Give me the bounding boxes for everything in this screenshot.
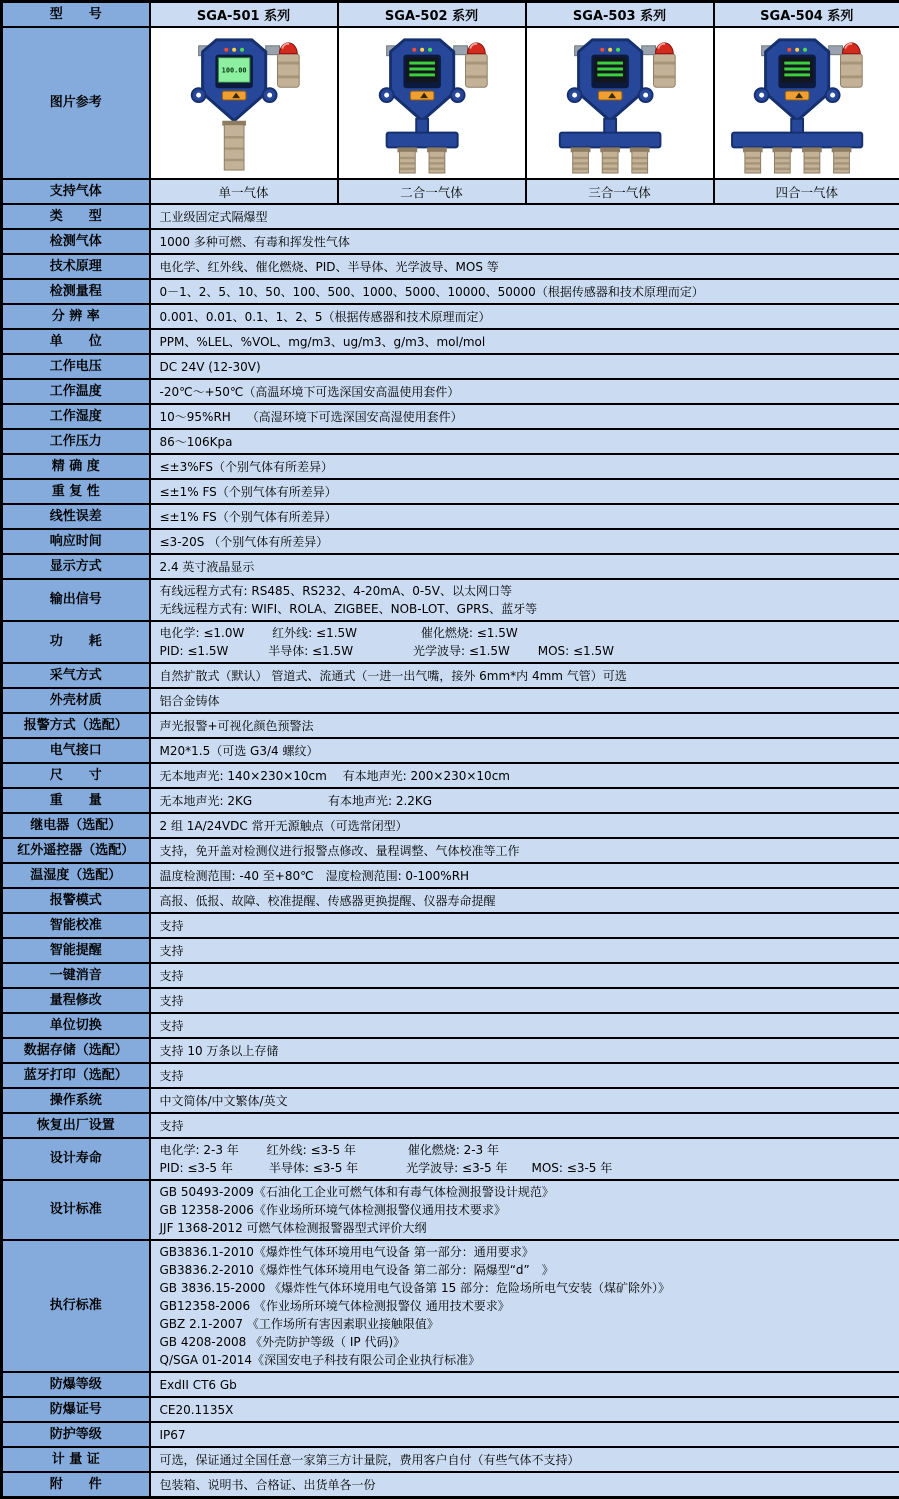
row-label-display: 显示方式 — [2, 554, 150, 579]
row-label-explosion-class: 防爆等级 — [2, 1372, 150, 1397]
row-label-ip-rating: 防护等级 — [2, 1422, 150, 1447]
row-label-work-temperature: 工作温度 — [2, 379, 150, 404]
row-label-ir-remote: 红外遥控器（选配） — [2, 838, 150, 863]
spec-table-body — [2, 2, 899, 1498]
row-value-resolution-line-1: 0.001、0.01、0.1、1、2、5（根据传感器和技术原理而定） — [160, 308, 891, 326]
row-label-alarm-type: 报警方式（选配） — [2, 713, 150, 738]
row-range-modify — [2, 988, 899, 1013]
row-temp-humidity — [2, 863, 899, 888]
row-value-housing-line-1: 铝合金铸体 — [160, 692, 891, 710]
row-value-weight-line-1: 无本地声光: 2KG 有本地声光: 2.2KG — [160, 792, 891, 810]
row-value-electrical-port — [150, 738, 899, 763]
model-header-2: SGA-502 系列 — [338, 2, 526, 28]
row-value-alarm-modes — [150, 888, 899, 913]
row-value-execution-standards-line-5: GBZ 2.1-2007 《工作场所有害因素职业接触限值》 — [160, 1315, 891, 1333]
row-value-metrology-cert-line-1: 可选，保证通过全国任意一家第三方计量院，费用客户自付（有些气体不支持） — [160, 1451, 891, 1469]
row-label-image-reference: 图片参考 — [2, 27, 150, 179]
row-label-resolution: 分 辨 率 — [2, 304, 150, 329]
row-smart-calibration — [2, 913, 899, 938]
row-value-ip-rating-line-1: IP67 — [160, 1426, 891, 1444]
row-value-smart-calibration — [150, 913, 899, 938]
row-value-accessories — [150, 1472, 899, 1498]
row-value-range — [150, 279, 899, 304]
row-work-pressure — [2, 429, 899, 454]
row-value-power-consumption-line-2: PID: ≤1.5W 半导体: ≤1.5W 光学波导: ≤1.5W MOS: ≤1.5W — [160, 642, 891, 660]
row-value-linearity-line-1: ≤±1% FS（个别气体有所差异） — [160, 508, 891, 526]
row-label-smart-reminder: 智能提醒 — [2, 938, 150, 963]
row-value-operating-system-line-1: 中文简体/中文繁体/英文 — [160, 1092, 891, 1110]
row-value-design-standards — [150, 1180, 899, 1240]
row-image-reference — [2, 27, 899, 179]
row-principle — [2, 254, 899, 279]
image-cell-sga-502 — [338, 27, 526, 179]
row-label-design-life: 设计寿命 — [2, 1138, 150, 1180]
row-value-work-temperature-line-1: -20℃～+50℃（高温环境下可选深国安高温使用套件） — [160, 383, 891, 401]
row-linearity — [2, 504, 899, 529]
model-header-4: SGA-504 系列 — [714, 2, 899, 28]
row-value-unit-line-1: PPM、%LEL、%VOL、mg/m3、ug/m3、g/m3、mol/mol — [160, 333, 891, 351]
row-value-factory-reset-line-1: 支持 — [160, 1117, 891, 1135]
row-label-metrology-cert: 计 量 证 — [2, 1447, 150, 1472]
row-value-range-modify-line-1: 支持 — [160, 992, 891, 1010]
row-label-repeatability: 重 复 性 — [2, 479, 150, 504]
row-alarm-type — [2, 713, 899, 738]
detector-image-sga-503 — [531, 32, 709, 174]
row-value-execution-standards-line-6: GB 4208-2008 《外壳防护等级（ IP 代码)》 — [160, 1333, 891, 1351]
row-operating-system — [2, 1088, 899, 1113]
row-label-housing: 外壳材质 — [2, 688, 150, 713]
row-value-unit-switch-line-1: 支持 — [160, 1017, 891, 1035]
row-value-repeatability-line-1: ≤±1% FS（个别气体有所差异） — [160, 483, 891, 501]
row-resolution — [2, 304, 899, 329]
row-label-output-signal: 输出信号 — [2, 579, 150, 621]
row-value-relay — [150, 813, 899, 838]
row-value-explosion-cert-line-1: CE20.1135X — [160, 1401, 891, 1419]
row-weight — [2, 788, 899, 813]
row-response-time — [2, 529, 899, 554]
row-value-repeatability — [150, 479, 899, 504]
row-design-life — [2, 1138, 899, 1180]
row-label-accuracy: 精 确 度 — [2, 454, 150, 479]
image-cell-sga-504 — [714, 27, 899, 179]
row-ir-remote — [2, 838, 899, 863]
row-factory-reset — [2, 1113, 899, 1138]
row-label-electrical-port: 电气接口 — [2, 738, 150, 763]
row-value-resolution — [150, 304, 899, 329]
row-value-principle-line-1: 电化学、红外线、催化燃烧、PID、半导体、光学波导、MOS 等 — [160, 258, 891, 276]
row-bluetooth-print — [2, 1063, 899, 1088]
row-value-weight — [150, 788, 899, 813]
row-value-one-key-mute — [150, 963, 899, 988]
row-value-type-line-1: 工业级固定式隔爆型 — [160, 208, 891, 226]
row-label-response-time: 响应时间 — [2, 529, 150, 554]
row-value-output-signal-line-1: 有线远程方式有: RS485、RS232、4-20mA、0-5V、以太网口等 — [160, 582, 891, 600]
row-value-one-key-mute-line-1: 支持 — [160, 967, 891, 985]
row-value-explosion-class-line-1: ExdII CT6 Gb — [160, 1376, 891, 1394]
row-value-design-life-line-2: PID: ≤3-5 年 半导体: ≤3-5 年 光学波导: ≤3-5 年 MOS: ≤3-5 年 — [160, 1159, 891, 1177]
row-repeatability — [2, 479, 899, 504]
row-value-execution-standards-line-2: GB3836.2-2010《爆炸性气体环境用电气设备 第二部分：隔爆型“d” 》 — [160, 1261, 891, 1279]
row-value-ir-remote — [150, 838, 899, 863]
row-label-power-consumption: 功 耗 — [2, 621, 150, 663]
row-label-range: 检测量程 — [2, 279, 150, 304]
row-model — [2, 2, 899, 28]
row-value-design-life — [150, 1138, 899, 1180]
row-smart-reminder — [2, 938, 899, 963]
row-value-display — [150, 554, 899, 579]
image-cell-sga-501 — [150, 27, 338, 179]
row-value-work-temperature — [150, 379, 899, 404]
row-value-detected-gas-line-1: 1000 多种可燃、有毒和挥发性气体 — [160, 233, 891, 251]
row-supported-gas — [2, 179, 899, 204]
row-housing — [2, 688, 899, 713]
row-explosion-cert — [2, 1397, 899, 1422]
row-value-output-signal-line-2: 无线远程方式有: WIFI、ROLA、ZIGBEE、NOB-LOT、GPRS、蓝牙等 — [160, 600, 891, 618]
row-work-temperature — [2, 379, 899, 404]
row-value-dimensions-line-1: 无本地声光: 140×230×10cm 有本地声光: 200×230×10cm — [160, 767, 891, 785]
gas-cell-1: 单一气体 — [150, 179, 338, 204]
row-value-response-time-line-1: ≤3-20S （个别气体有所差异） — [160, 533, 891, 551]
row-value-metrology-cert — [150, 1447, 899, 1472]
row-value-alarm-type-line-1: 声光报警+可视化颜色预警法 — [160, 717, 891, 735]
row-value-sampling-line-1: 自然扩散式（默认） 管道式、流通式（一进一出气嘴，接外 6mm*内 4mm 气管）可选 — [160, 667, 891, 685]
row-work-humidity — [2, 404, 899, 429]
row-label-accessories: 附 件 — [2, 1472, 150, 1498]
row-label-work-humidity: 工作湿度 — [2, 404, 150, 429]
row-value-execution-standards-line-3: GB 3836.15-2000 《爆炸性气体环境用电气设备第 15 部分：危险场所电气安装（煤矿除外）》 — [160, 1279, 891, 1297]
row-label-sampling: 采气方式 — [2, 663, 150, 688]
row-label-work-pressure: 工作压力 — [2, 429, 150, 454]
row-value-design-standards-line-1: GB 50493-2009《石油化工企业可燃气体和有毒气体检测报警设计规范》 — [160, 1183, 891, 1201]
row-value-power-consumption — [150, 621, 899, 663]
row-value-design-standards-line-2: GB 12358-2006《作业场所环境气体检测报警仪通用技术要求》 — [160, 1201, 891, 1219]
row-value-design-standards-line-3: JJF 1368-2012 可燃气体检测报警器型式评价大纲 — [160, 1219, 891, 1237]
row-label-type: 类 型 — [2, 204, 150, 229]
row-value-detected-gas — [150, 229, 899, 254]
row-detected-gas — [2, 229, 899, 254]
row-type — [2, 204, 899, 229]
row-explosion-class — [2, 1372, 899, 1397]
row-label-execution-standards: 执行标准 — [2, 1240, 150, 1372]
detector-image-sga-504 — [718, 32, 896, 174]
row-value-voltage — [150, 354, 899, 379]
row-unit-switch — [2, 1013, 899, 1038]
row-value-type — [150, 204, 899, 229]
row-value-range-modify — [150, 988, 899, 1013]
row-label-operating-system: 操作系统 — [2, 1088, 150, 1113]
row-alarm-modes — [2, 888, 899, 913]
row-label-voltage: 工作电压 — [2, 354, 150, 379]
row-label-detected-gas: 检测气体 — [2, 229, 150, 254]
row-value-smart-reminder-line-1: 支持 — [160, 942, 891, 960]
row-value-unit-switch — [150, 1013, 899, 1038]
row-value-unit — [150, 329, 899, 354]
row-label-factory-reset: 恢复出厂设置 — [2, 1113, 150, 1138]
row-label-explosion-cert: 防爆证号 — [2, 1397, 150, 1422]
row-label-data-storage: 数据存储（选配） — [2, 1038, 150, 1063]
row-label-design-standards: 设计标准 — [2, 1180, 150, 1240]
row-ip-rating — [2, 1422, 899, 1447]
gas-cell-4: 四合一气体 — [714, 179, 899, 204]
model-header-1: SGA-501 系列 — [150, 2, 338, 28]
row-label-dimensions: 尺 寸 — [2, 763, 150, 788]
row-value-output-signal — [150, 579, 899, 621]
row-value-ir-remote-line-1: 支持，免开盖对检测仪进行报警点修改、量程调整、气体校准等工作 — [160, 842, 891, 860]
row-value-execution-standards — [150, 1240, 899, 1372]
row-label-one-key-mute: 一键消音 — [2, 963, 150, 988]
row-value-power-consumption-line-1: 电化学: ≤1.0W 红外线: ≤1.5W 催化燃烧: ≤1.5W — [160, 624, 891, 642]
row-value-explosion-cert — [150, 1397, 899, 1422]
row-value-work-pressure — [150, 429, 899, 454]
gas-cell-2: 二合一气体 — [338, 179, 526, 204]
row-display — [2, 554, 899, 579]
row-value-operating-system — [150, 1088, 899, 1113]
row-label-linearity: 线性误差 — [2, 504, 150, 529]
row-label-range-modify: 量程修改 — [2, 988, 150, 1013]
row-value-voltage-line-1: DC 24V (12-30V) — [160, 358, 891, 376]
row-value-factory-reset — [150, 1113, 899, 1138]
row-label-relay: 继电器（选配） — [2, 813, 150, 838]
detector-image-sga-502 — [343, 32, 521, 174]
row-label-smart-calibration: 智能校准 — [2, 913, 150, 938]
row-sampling — [2, 663, 899, 688]
image-cell-sga-503 — [526, 27, 714, 179]
svg-text:100.00: 100.00 — [221, 66, 246, 74]
row-label-principle: 技术原理 — [2, 254, 150, 279]
row-one-key-mute — [2, 963, 899, 988]
row-label-unit-switch: 单位切换 — [2, 1013, 150, 1038]
row-metrology-cert — [2, 1447, 899, 1472]
row-label-supported-gas: 支持气体 — [2, 179, 150, 204]
gas-cell-3: 三合一气体 — [526, 179, 714, 204]
row-range — [2, 279, 899, 304]
detector-image-sga-501 — [155, 32, 333, 174]
row-electrical-port — [2, 738, 899, 763]
row-label-model: 型 号 — [2, 2, 150, 28]
row-value-execution-standards-line-1: GB3836.1-2010《爆炸性气体环境用电气设备 第一部分：通用要求》 — [160, 1243, 891, 1261]
row-value-response-time — [150, 529, 899, 554]
row-value-accuracy — [150, 454, 899, 479]
row-value-linearity — [150, 504, 899, 529]
row-relay — [2, 813, 899, 838]
row-value-range-line-1: 0－1、2、5、10、50、100、500、1000、5000、10000、50000（根据传感器和技术原理而定） — [160, 283, 891, 301]
row-accuracy — [2, 454, 899, 479]
row-label-temp-humidity: 温湿度（选配） — [2, 863, 150, 888]
row-value-temp-humidity-line-1: 温度检测范围: -40 至+80℃ 湿度检测范围: 0-100%RH — [160, 867, 891, 885]
row-value-temp-humidity — [150, 863, 899, 888]
row-value-data-storage — [150, 1038, 899, 1063]
row-value-design-life-line-1: 电化学: 2-3 年 红外线: ≤3-5 年 催化燃烧: 2-3 年 — [160, 1141, 891, 1159]
row-value-sampling — [150, 663, 899, 688]
row-output-signal — [2, 579, 899, 621]
row-power-consumption — [2, 621, 899, 663]
row-value-bluetooth-print-line-1: 支持 — [160, 1067, 891, 1085]
row-value-work-humidity — [150, 404, 899, 429]
row-label-weight: 重 量 — [2, 788, 150, 813]
row-value-alarm-type — [150, 713, 899, 738]
row-voltage — [2, 354, 899, 379]
model-header-3: SGA-503 系列 — [526, 2, 714, 28]
row-value-smart-calibration-line-1: 支持 — [160, 917, 891, 935]
row-value-alarm-modes-line-1: 高报、低报、故障、校准提醒、传感器更换提醒、仪器寿命提醒 — [160, 892, 891, 910]
row-value-display-line-1: 2.4 英寸液晶显示 — [160, 558, 891, 576]
row-accessories — [2, 1472, 899, 1498]
row-value-principle — [150, 254, 899, 279]
row-value-execution-standards-line-7: Q/SGA 01-2014《深国安电子科技有限公司企业执行标准》 — [160, 1351, 891, 1369]
row-value-electrical-port-line-1: M20*1.5（可选 G3/4 螺纹） — [160, 742, 891, 760]
row-value-work-humidity-line-1: 10～95%RH （高湿环境下可选深国安高湿使用套件） — [160, 408, 891, 426]
row-value-data-storage-line-1: 支持 10 万条以上存储 — [160, 1042, 891, 1060]
row-value-explosion-class — [150, 1372, 899, 1397]
row-value-ip-rating — [150, 1422, 899, 1447]
row-value-relay-line-1: 2 组 1A/24VDC 常开无源触点（可选常闭型） — [160, 817, 891, 835]
row-value-execution-standards-line-4: GB12358-2006 《作业场所环境气体检测报警仪 通用技术要求》 — [160, 1297, 891, 1315]
row-value-accuracy-line-1: ≤±3%FS（个别气体有所差异） — [160, 458, 891, 476]
row-value-dimensions — [150, 763, 899, 788]
row-label-unit: 单 位 — [2, 329, 150, 354]
row-execution-standards — [2, 1240, 899, 1372]
row-label-bluetooth-print: 蓝牙打印（选配） — [2, 1063, 150, 1088]
row-value-smart-reminder — [150, 938, 899, 963]
row-design-standards — [2, 1180, 899, 1240]
row-dimensions — [2, 763, 899, 788]
row-value-accessories-line-1: 包装箱、说明书、合格证、出货单各一份 — [160, 1476, 891, 1494]
row-value-housing — [150, 688, 899, 713]
row-unit — [2, 329, 899, 354]
row-value-work-pressure-line-1: 86～106Kpa — [160, 433, 891, 451]
row-value-bluetooth-print — [150, 1063, 899, 1088]
row-label-alarm-modes: 报警模式 — [2, 888, 150, 913]
row-data-storage — [2, 1038, 899, 1063]
